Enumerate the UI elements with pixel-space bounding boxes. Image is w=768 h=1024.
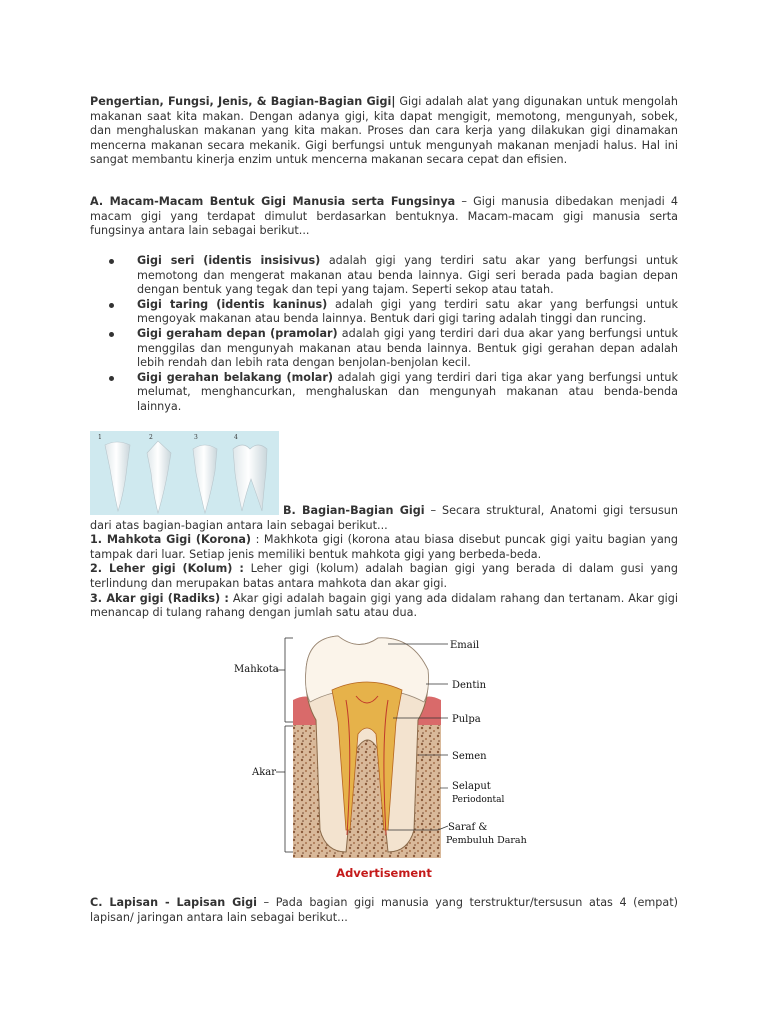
section-b-intro <box>90 504 678 533</box>
list-item-desc: Leher gigi (kolum) adalah bagian gigi yang berada di dalam gusi yang terlindung dan merupakan batas antara mahkota dan akar gigi. <box>90 562 678 590</box>
advertisement-label: Advertisement <box>336 866 432 880</box>
list-item <box>90 592 678 621</box>
label-pulp: Pulpa <box>452 714 481 725</box>
list-item <box>137 298 678 327</box>
label-dentin: Dentin <box>452 680 487 691</box>
list-item-desc: adalah gigi yang terdiri satu akar yang berfungsi untuk mengoyak makanan atau benda lainnya. Bentuk dari gigi taring adalah tinggi dan runcing. <box>137 297 678 326</box>
list-item <box>137 371 678 415</box>
tooth-label-1: 1 <box>98 434 102 441</box>
section-a-text: – Gigi manusia dibedakan menjadi 4 macam gigi yang terdapat dimulut berdasarkan bentuknya. Macam-macam gigi manusia serta fungsinya antara lain sebagai berikut... <box>90 195 678 238</box>
list-item-term: 3. Akar gigi (Radiks) : <box>90 591 229 605</box>
tooth-anatomy-diagram <box>228 630 538 860</box>
list-item-desc: adalah gigi yang terdiri dari dua akar yang berfungsi untuk menggilas dan mengunyah makanan atau benda lainnya. Bentuk gigi gerahan depan adalah lebih rendah dan lebih rata dengan benjolan-benjolan kecil. <box>137 326 678 370</box>
intro-text: Gigi adalah alat yang digunakan untuk mengolah makanan saat kita makan. Dengan adanya gigi, kita dapat mengigit, memotong, mengunyah, sobek, dan menghaluskan makanan yang kita makan. Proses dan cara kerja yang dilakukan gigi dinamakan mencerna makanan secara mekanik. Gigi berfungsi untuk mengunyah makanan menjadi halus. Hal ini sangat membantu kinerja enzim untuk mencerna makanan secara cepat dan efisien. <box>90 95 678 167</box>
teeth-types-image <box>90 431 279 515</box>
list-item-desc: adalah gigi yang terdiri satu akar yang berfungsi untuk memotong dan mengerat makanan atau benda lainnya. Gigi seri berada pada bagian depan dengan bentuk yang tegak dan tepi yang tajam. Seperti sekop atau tatah. <box>137 254 679 297</box>
list-item-term: Gigi taring (identis kaninus) <box>137 297 328 311</box>
list-item-desc: Akar gigi adalah bagain gigi yang ada didalam rahang dan tertanam. Akar gigi menancap di tulang rahang dengan jumlah satu atau dua. <box>90 591 678 620</box>
section-c-text: – Pada bagian gigi manusia yang terstruktur/tersusun atas 4 (empat) lapisan/ jaringan antara lain sebagai berikut... <box>90 896 678 924</box>
label-enamel: Email <box>450 640 480 651</box>
list-item <box>90 562 678 591</box>
tooth-label-3: 3 <box>194 434 198 441</box>
label-crown: Mahkota <box>234 664 279 675</box>
list-item-desc: adalah gigi yang terdiri dari tiga akar yang berfungsi untuk melumat, menghancurkan, menghaluskan dan mengunyah makanan atau benda-benda lainnya. <box>137 370 678 413</box>
page-title: Pengertian, Fungsi, Jenis, & Bagian-Bagian Gigi <box>90 95 392 108</box>
section-c-heading: C. Lapisan - Lapisan Gigi <box>90 896 257 909</box>
section-b-text: – Secara struktural, Anatomi gigi tersusun dari atas bagian-bagian antara lain sebagai berikut... <box>90 504 678 532</box>
label-nerve: Saraf & <box>448 822 488 833</box>
tooth-label-2: 2 <box>149 434 153 441</box>
list-item-term: 1. Mahkota Gigi (Korona) <box>90 533 252 547</box>
list-item-term: Gigi gerahan belakang (molar) <box>137 370 333 384</box>
section-a-heading: A. Macam-Macam Bentuk Gigi Manusia serta Fungsinya <box>90 195 456 208</box>
list-item <box>137 254 678 298</box>
label-periodontal: Selaput <box>452 781 491 792</box>
label-root: Akar <box>252 767 277 778</box>
teeth-types-list <box>137 254 678 415</box>
section-a-paragraph <box>90 195 678 239</box>
list-item <box>90 533 678 562</box>
list-item <box>137 327 678 371</box>
list-item-term: Gigi seri (identis insisivus) <box>137 254 321 267</box>
list-item-term: Gigi geraham depan (pramolar) <box>137 326 338 340</box>
section-b <box>90 504 678 621</box>
label-periodontal-2: Periodontal <box>452 795 505 805</box>
list-item-desc: : Makhkota gigi (korona atau biasa disebut puncak gigi yaitu bagian yang tampak dari luar. Setiap jenis memiliki bentuk mahkota gigi yang berbeda-beda. <box>90 533 678 561</box>
text-cursor: | <box>391 95 396 108</box>
section-c-paragraph <box>90 896 678 925</box>
list-item-term: 2. Leher gigi (Kolum) : <box>90 562 244 576</box>
tooth-label-4: 4 <box>234 434 238 441</box>
label-cement: Semen <box>452 751 487 762</box>
intro-paragraph <box>90 95 678 168</box>
section-b-heading: B. Bagian-Bagian Gigi <box>283 504 425 517</box>
label-nerve-2: Pembuluh Darah <box>446 835 527 846</box>
